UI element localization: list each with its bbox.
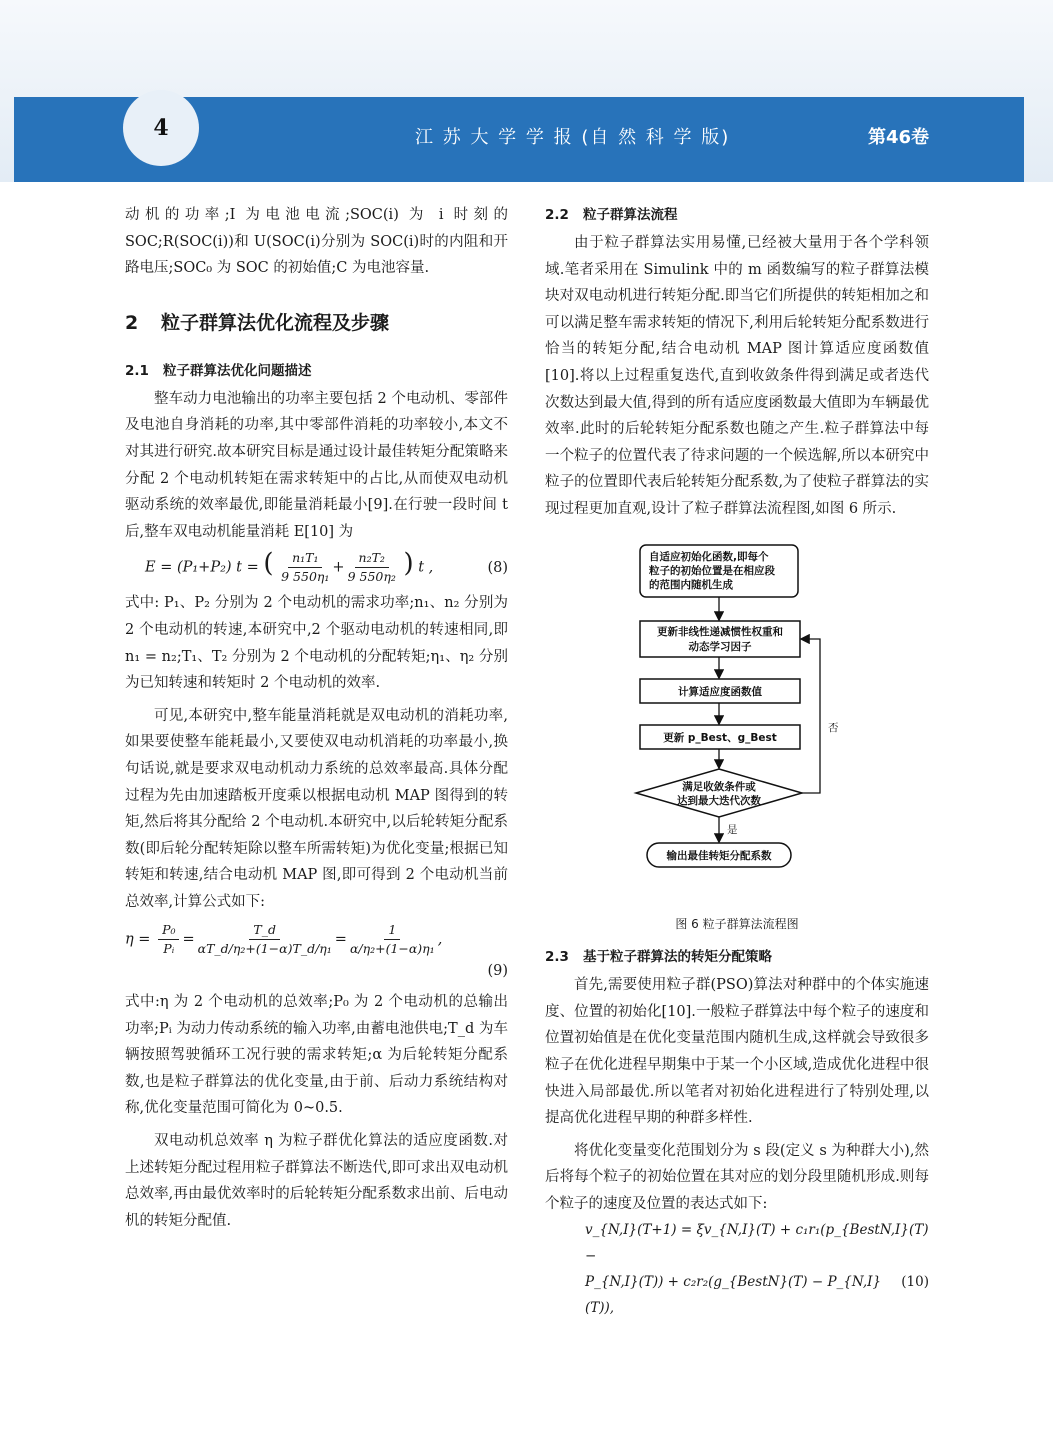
subsection-heading bbox=[545, 944, 929, 970]
subsection-title: 基于粒子群算法的转矩分配策略 bbox=[583, 949, 772, 966]
svg-text:自适应初始化函数,即每个: 自适应初始化函数,即每个 bbox=[649, 550, 769, 563]
flow-condition-diamond bbox=[636, 769, 802, 817]
eq10-line-1: v_{N,I}(T+1) = ξv_{N,I}(T) + c₁r₁(p_{BestN,I}(T) − bbox=[585, 1222, 929, 1265]
flow-no-label: 否 bbox=[828, 721, 839, 734]
svg-text:满足收敛条件或: 满足收敛条件或 bbox=[682, 780, 756, 793]
paragraph: 动机的功率;I 为电池电流;SOC(i) 为 i 时刻的 SOC;R(SOC(i))和 U(SOC(i)分别为 SOC(i)时的内阻和开路电压;SOC₀ 为 SOC 的初始值;C 为电池容量. bbox=[125, 207, 508, 277]
eq8-lhs: E = (P₁+P₂) t = bbox=[145, 559, 259, 576]
section-title: 粒子群算法优化流程及步骤 bbox=[161, 311, 390, 334]
section-number: 2 bbox=[125, 311, 139, 334]
svg-text:更新非线性递减惯性权重和: 更新非线性递减惯性权重和 bbox=[657, 625, 783, 638]
subsection-heading bbox=[545, 202, 929, 228]
eq9-fraction-2: $\frac{T\_d}{\text{αT\_d/η₂+(1−α)T\_d/η₁}}$ bbox=[197, 922, 332, 957]
page-number: 4 bbox=[123, 90, 199, 166]
section-heading bbox=[125, 308, 508, 338]
journal-title: 江 苏 大 学 学 报 (自 然 科 学 版) bbox=[415, 127, 731, 148]
figure-caption: 图 6 粒子群算法流程图 bbox=[675, 917, 799, 932]
volume-label: 第46卷 bbox=[868, 127, 930, 148]
paragraph: 将优化变量变化范围划分为 s 段(定义 s 为种群大小),然后将每个粒子的初始位置在其对应的划分段里随机形成.则每个粒子的速度及位置的表达式如下: bbox=[545, 1142, 929, 1212]
subsection-heading bbox=[125, 358, 508, 384]
svg-text:的范围内随机生成: 的范围内随机生成 bbox=[649, 578, 733, 591]
eq9-lhs: η = bbox=[125, 931, 151, 948]
eq10-line-2: P_{N,I}(T)) + c₂r₂(g_{BestN}(T) − P_{N,I}(T)), bbox=[585, 1274, 882, 1317]
equation-number: (8) bbox=[487, 559, 508, 576]
eq8-fraction-1: $\frac{\text{n₁T₁}}{\text{9 550η₁}}$ bbox=[281, 550, 330, 585]
paragraph: 可见,本研究中,整车能量消耗就是双电动机的消耗功率,如果要使整车能耗最小,又要使双电动机消耗的功率最小,换句话说,就是要求双电动机动力系统的总效率最高.具体分配过程为先由加速踏板开度乘以根据电动机 MAP 图得到的转矩,然后将其分配给 2 个电动机.本研究中,以后轮转矩分配系数(即后轮分配转矩除以整车所需转矩)为优化变量;根据已知转矩和转速,结合电动机 MAP 图,即可得到 2 个电动机当前总效率,计算公式如下: bbox=[125, 707, 508, 910]
eq8-tail: t , bbox=[418, 559, 434, 576]
paragraph: 整车动力电池输出的功率主要包括 2 个电动机、零部件及电池自身消耗的功率,其中零部件消耗的功率较小,本文不对其进行研究.故本研究目标是通过设计最佳转矩分配策略来分配 2 个电动机转矩在需求转矩中的占比,从而使双电动机驱动系统的效率最优,即能量消耗最小[9].在行驶一段时间 t 后,整车双电动机能量消耗 E[10] 为 bbox=[125, 390, 508, 540]
paragraph: 首先,需要使用粒子群(PSO)算法对种群中的个体实施速度、位置的初始化[10].一般粒子群算法中每个粒子的速度和位置初始值是在优化变量范围内随机生成,这样就会导致很多粒子在优化进程早期集中于某一个小区域,造成优化进程中很快进入局部最优.所以笔者对初始化进程进行了特别处理,以提高优化进程早期的种群多样性. bbox=[545, 977, 929, 1127]
svg-text:更新 p_Best、g_Best: 更新 p_Best、g_Best bbox=[663, 731, 777, 744]
subsection-title: 粒子群算法流程 bbox=[583, 207, 678, 223]
right-column bbox=[545, 202, 929, 1321]
subsection-number: 2.2 bbox=[545, 207, 569, 223]
pso-flowchart bbox=[545, 535, 929, 905]
equation-number: (9) bbox=[487, 963, 508, 980]
svg-text:动态学习因子: 动态学习因子 bbox=[688, 640, 752, 653]
svg-text:输出最佳转矩分配系数: 输出最佳转矩分配系数 bbox=[666, 849, 772, 862]
paragraph: 双电动机总效率 η 为粒子群优化算法的适应度函数.对上述转矩分配过程用粒子群算法不断迭代,即可求出双电动机总效率,再由最优效率时的后轮转矩分配系数求出前、后电动机的转矩分配值. bbox=[125, 1133, 508, 1229]
equation-number: (10) bbox=[901, 1274, 929, 1291]
svg-text:计算适应度函数值: 计算适应度函数值 bbox=[678, 685, 762, 698]
svg-text:达到最大迭代次数: 达到最大迭代次数 bbox=[677, 794, 761, 807]
flow-yes-label: 是 bbox=[727, 823, 738, 836]
subsection-number: 2.3 bbox=[545, 949, 569, 966]
paragraph: 式中: P₁、P₂ 分别为 2 个电动机的需求功率;n₁、n₂ 分别为 2 个电动机的转速,本研究中,2 个驱动电动机的转速相同,即 n₁ = n₂;T₁、T₂ 分别为 2 个电动机的分配转矩;η₁、η₂ 分别为已知转速和转矩时 2 个电动机的效率. bbox=[125, 595, 508, 692]
equation-10 bbox=[545, 1217, 929, 1321]
left-column bbox=[125, 202, 508, 1234]
subsection-title: 粒子群算法优化问题描述 bbox=[163, 362, 312, 379]
equation-9: η = $\frac{\text{P₀}}{\text{Pᵢ}}$ = $\frac{T\_d}{\text{αT\_d/η₂+(1−α)T\_d/η₁}}$ = $\frac{1}{\text{α/η₂+(1−α)η₁}}$ , (9) bbox=[125, 921, 508, 985]
paragraph: 由于粒子群算法实用易懂,已经被大量用于各个学科领域.笔者采用在 Simulink 中的 m 函数编写的粒子群算法模块对双电动机进行转矩分配.即当它们所提供的转矩相加之和可以满足整车需求转矩的情况下,利用后轮转矩分配系数进行恰当的转矩分配,结合电动机 MAP 图计算适应度函数值[10].将以上过程重复迭代,直到收敛条件得到满足或者迭代次数达到最大值,得到的所有适应度函数最大值即为车辆最优效率.此时的后轮转矩分配系数也随之产生.粒子群算法中每一个粒子的位置代表了待求问题的一个候选解,所以本研究中粒子的位置即代表后轮转矩分配系数,为了使粒子群算法的实现过程更加直观,设计了粒子群算法流程图,如图 6 所示. bbox=[545, 235, 929, 517]
eq9-fraction-1: $\frac{\text{P₀}}{\text{Pᵢ}}$ bbox=[158, 921, 179, 958]
subsection-number: 2.1 bbox=[125, 362, 149, 379]
eq9-fraction-3: $\frac{1}{\text{α/η₂+(1−α)η₁}}$ bbox=[349, 922, 435, 957]
svg-text:粒子的初始位置是在相应段: 粒子的初始位置是在相应段 bbox=[649, 564, 775, 577]
equation-8: E = (P₁+P₂) t = ( $\frac{\text{n₁T₁}}{\text{9 550η₁}}$ + $\frac{\text{n₂T₂}}{\text{9 550η₂}}$ ) t , (8) bbox=[145, 548, 508, 585]
paragraph: 式中:η 为 2 个电动机的总效率;P₀ 为 2 个电动机的总输出功率;Pᵢ 为动力传动系统的输入功率,由蓄电池供电;T_d 为车辆按照驾驶循环工况行驶的需求转矩;α 为后轮转矩分配系数,也是粒子群算法的优化变量,由于前、后动力系统结构对称,优化变量范围可简化为 0~0.5. bbox=[125, 994, 508, 1117]
eq8-fraction-2: $\frac{\text{n₂T₂}}{\text{9 550η₂}}$ bbox=[347, 550, 396, 585]
